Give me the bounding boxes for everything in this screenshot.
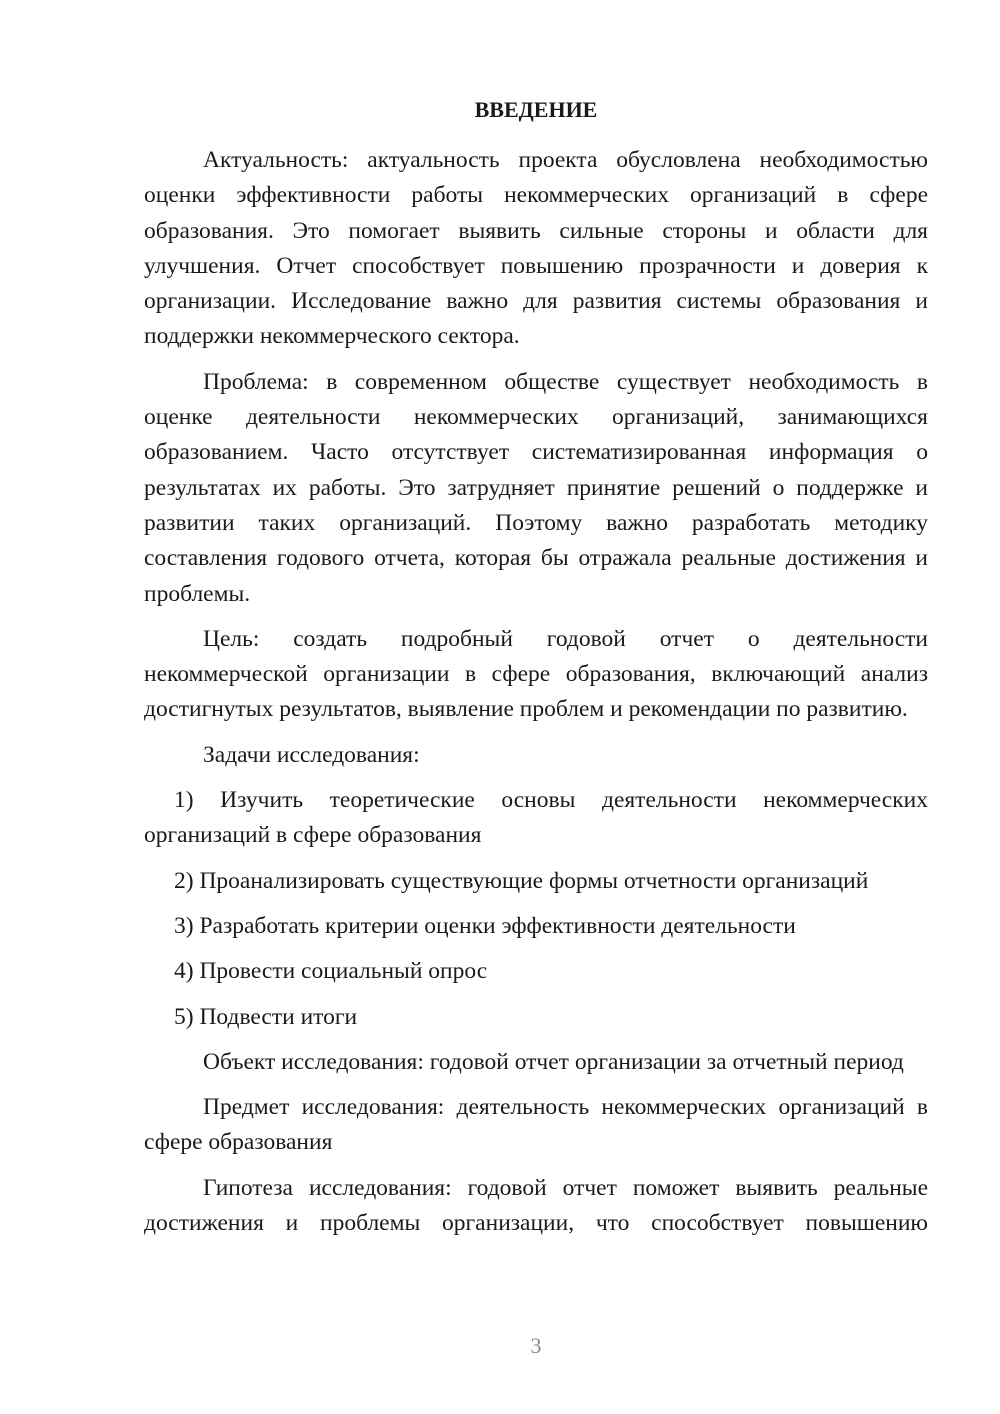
task-item-2: 2) Проанализировать существующие формы отчетности организаций [174, 867, 869, 894]
tasks-heading: Задачи исследования: [203, 741, 420, 768]
task-item-1: 1) Изучить теоретические основы деятельности некоммерческих организаций в сфере образования [144, 787, 928, 849]
paragraph-hypothesis: Гипотеза исследования: годовой отчет поможет выявить реальные достижения и проблемы организации, что способствует повышению [144, 1174, 928, 1237]
section-title: ВВЕДЕНИЕ [474, 97, 598, 122]
task-item-4: 4) Провести социальный опрос [174, 958, 488, 985]
task-item-5: 5) Подвести итоги [174, 1003, 358, 1030]
task-item-3: 3) Разработать критерии оценки эффективности деятельности [174, 912, 796, 939]
paragraph-subject: Предмет исследования: деятельность некоммерческих организаций в сфере образования [144, 1094, 928, 1156]
page-number: 3 [530, 1333, 542, 1358]
paragraph-goal: Цель: создать подробный годовой отчет о деятельности некоммерческой организации в сфере образования, включающий анализ достигнутых результатов, выявление проблем и рекомендации по развитию. [144, 625, 928, 723]
paragraph-relevance: Актуальность: актуальность проекта обусловлена необходимостью оценки эффективности работы некоммерческих организаций в сфере образования. Это помогает выявить сильные стороны и области для улучшения. Отчет способствует повышению прозрачности и доверия к организации. Исследование важно для развития системы образования и поддержки некоммерческого сектора. [144, 147, 928, 350]
paragraph-object: Объект исследования: годовой отчет организации за отчетный период [203, 1048, 904, 1075]
page-content [144, 93, 928, 1251]
paragraph-problem: Проблема: в современном обществе существует необходимость в оценке деятельности некоммерческих организаций, занимающихся образованием. Часто отсутствует систематизированная информация о результатах их работы. Это затрудняет принятие решений о поддержке и развитии таких организаций. Поэтому важно разработать методику составления годового отчета, которая бы отражала реальные достижения и проблемы. [144, 368, 928, 607]
